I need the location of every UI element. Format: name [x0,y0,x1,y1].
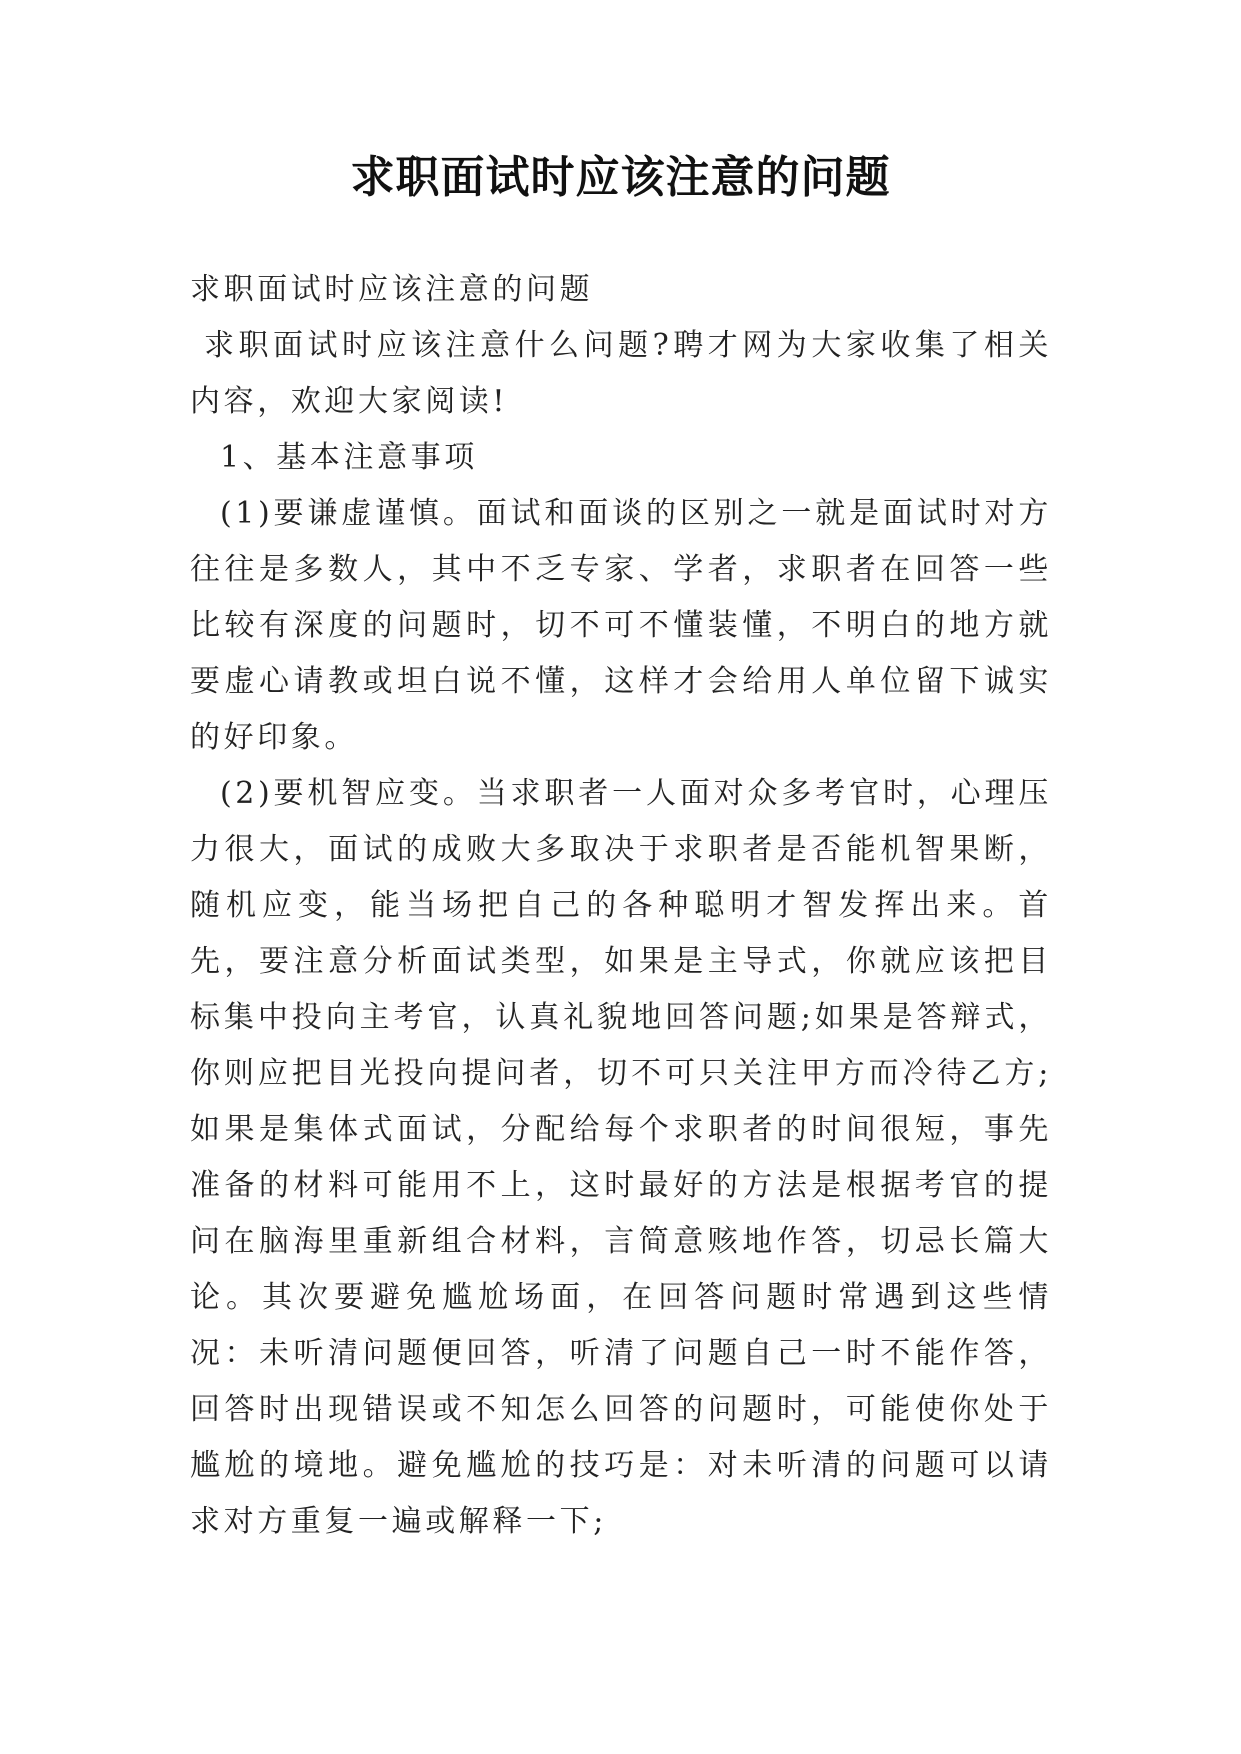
section-heading: 1、基本注意事项 [220,440,478,475]
document-body [190,262,1052,1550]
body-paragraph: (1)要谦虚谨慎。面试和面谈的区别之一就是面试时对方往往是多数人，其中不乏专家、学者，求职者在回答一些比较有深度的问题时，切不可不懂装懂，不明白的地方就要虚心请教或坦白说不懂，这样才会给用人单位留下诚实的好印象。 [190,496,1052,755]
document-title: 求职面试时应该注意的问题 [350,152,891,203]
body-paragraph: (2)要机智应变。当求职者一人面对众多考官时，心理压力很大，面试的成败大多取决于求职者是否能机智果断，随机应变，能当场把自己的各种聪明才智发挥出来。首先，要注意分析面试类型，如果是主导式，你就应该把目标集中投向主考官，认真礼貌地回答问题;如果是答辩式，你则应把目光投向提问者，切不可只关注甲方而冷待乙方;如果是集体式面试，分配给每个求职者的时间很短，事先准备的材料可能用不上，这时最好的方法是根据考官的提问在脑海里重新组合材料，言简意赅地作答，切忌长篇大论。其次要避免尴尬场面，在回答问题时常遇到这些情况：未听清问题便回答，听清了问题自己一时不能作答，回答时出现错误或不知怎么回答的问题时，可能使你处于尴尬的境地。避免尴尬的技巧是：对未听清的问题可以请求对方重复一遍或解释一下; [190,776,1052,1539]
intro-paragraph: 求职面试时应该注意什么问题?聘才网为大家收集了相关内容，欢迎大家阅读! [190,328,1052,419]
document-subtitle: 求职面试时应该注意的问题 [190,272,594,307]
